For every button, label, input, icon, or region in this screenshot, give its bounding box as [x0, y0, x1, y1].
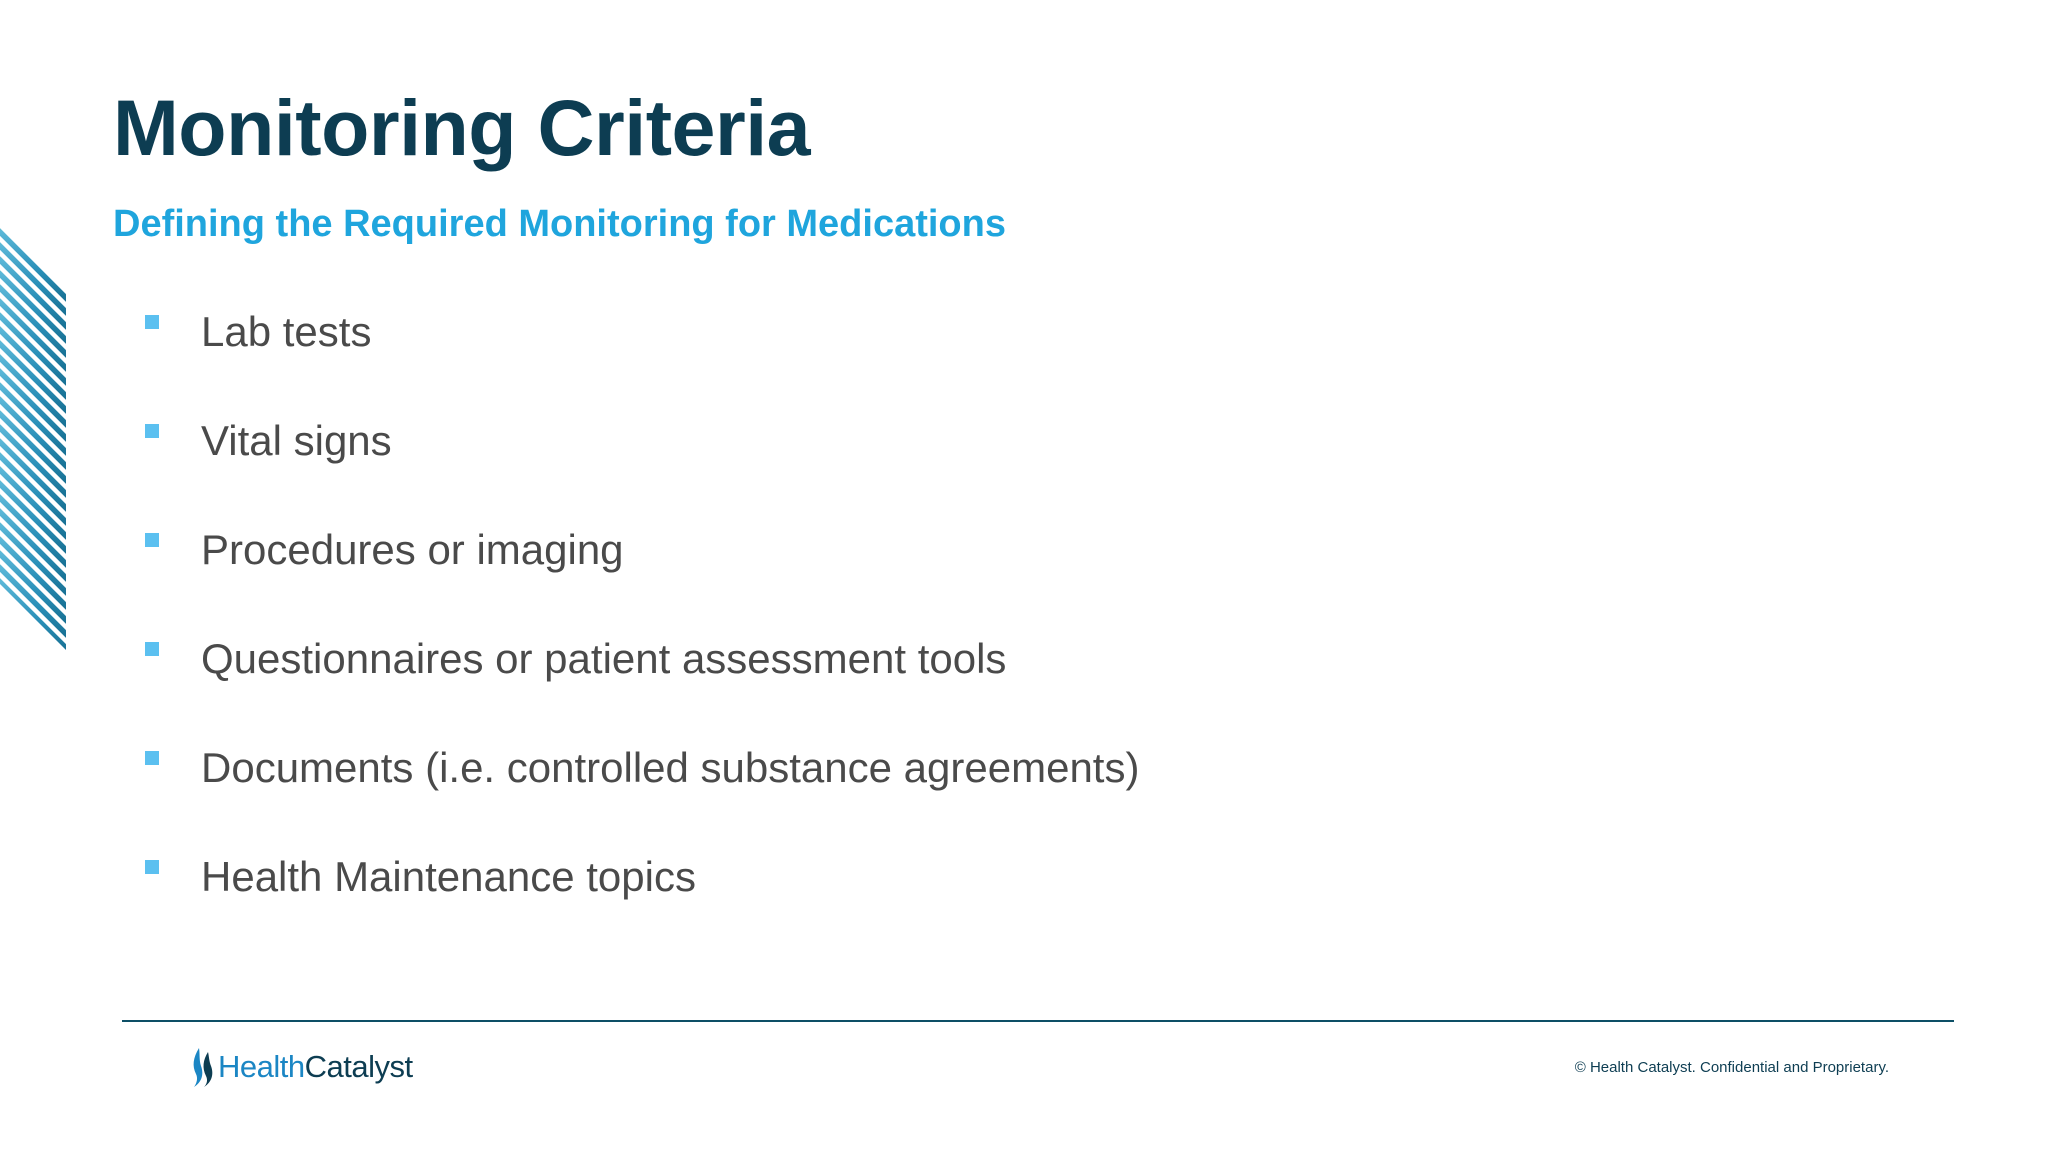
- bullet-text: Vital signs: [201, 417, 392, 464]
- bullet-text: Procedures or imaging: [201, 526, 624, 573]
- square-bullet-icon: [145, 424, 159, 438]
- logo-text-catalyst: Catalyst: [304, 1049, 413, 1084]
- bullet-text: Documents (i.e. controlled substance agreements): [201, 744, 1140, 791]
- health-catalyst-flame-icon: [190, 1046, 216, 1088]
- logo-text-health: Health: [218, 1049, 305, 1084]
- square-bullet-icon: [145, 533, 159, 547]
- copyright-notice: © Health Catalyst. Confidential and Proprietary.: [1574, 1059, 1889, 1076]
- bullet-text: Health Maintenance topics: [201, 853, 696, 900]
- square-bullet-icon: [145, 315, 159, 329]
- diagonal-stripes-graphic: [0, 218, 66, 650]
- health-catalyst-logo: [190, 1043, 413, 1091]
- square-bullet-icon: [145, 642, 159, 656]
- bullet-text: Lab tests: [201, 308, 372, 355]
- square-bullet-icon: [145, 751, 159, 765]
- slide-title: Monitoring Criteria: [113, 83, 811, 172]
- square-bullet-icon: [145, 860, 159, 874]
- slide-subtitle: Defining the Required Monitoring for Medications: [113, 203, 1006, 245]
- footer-divider: [122, 1020, 1954, 1022]
- bullet-text: Questionnaires or patient assessment tools: [201, 635, 1007, 682]
